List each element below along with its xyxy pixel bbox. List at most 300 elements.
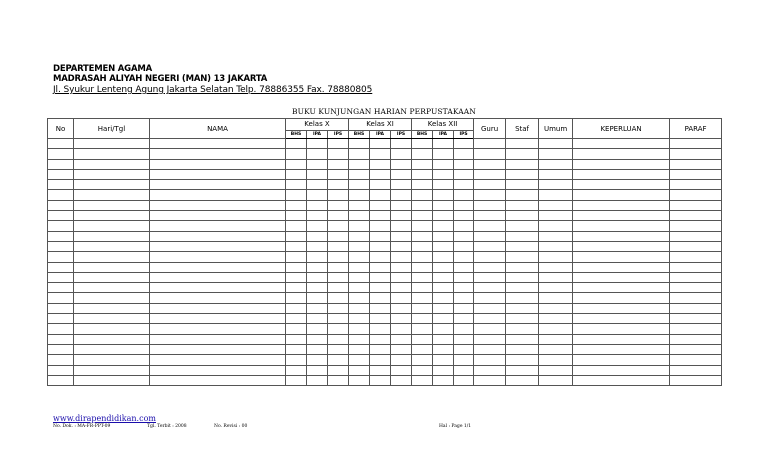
table-cell[interactable] — [474, 221, 506, 231]
table-cell[interactable] — [307, 252, 328, 262]
table-cell[interactable] — [391, 149, 412, 159]
table-cell[interactable] — [670, 314, 722, 324]
table-cell[interactable] — [539, 149, 573, 159]
table-cell[interactable] — [474, 293, 506, 303]
table-cell[interactable] — [433, 293, 454, 303]
table-cell[interactable] — [433, 375, 454, 385]
table-cell[interactable] — [286, 221, 307, 231]
table-cell[interactable] — [539, 262, 573, 272]
table-cell[interactable] — [539, 272, 573, 282]
table-cell[interactable] — [573, 200, 670, 210]
table-cell[interactable] — [506, 355, 539, 365]
table-cell[interactable] — [286, 159, 307, 169]
table-cell[interactable] — [370, 241, 391, 251]
table-cell[interactable] — [433, 231, 454, 241]
table-cell[interactable] — [328, 139, 349, 149]
table-cell[interactable] — [307, 375, 328, 385]
table-cell[interactable] — [474, 231, 506, 241]
table-cell[interactable] — [307, 169, 328, 179]
table-cell[interactable] — [474, 324, 506, 334]
table-cell[interactable] — [454, 303, 474, 313]
table-cell[interactable] — [48, 211, 74, 221]
table-cell[interactable] — [539, 180, 573, 190]
table-cell[interactable] — [412, 375, 433, 385]
table-cell[interactable] — [48, 169, 74, 179]
table-cell[interactable] — [412, 200, 433, 210]
table-cell[interactable] — [307, 241, 328, 251]
table-cell[interactable] — [328, 231, 349, 241]
table-cell[interactable] — [539, 375, 573, 385]
table-cell[interactable] — [412, 221, 433, 231]
table-cell[interactable] — [670, 252, 722, 262]
table-cell[interactable] — [286, 252, 307, 262]
table-cell[interactable] — [506, 344, 539, 354]
table-cell[interactable] — [412, 344, 433, 354]
table-cell[interactable] — [539, 159, 573, 169]
table-cell[interactable] — [391, 231, 412, 241]
table-cell[interactable] — [370, 324, 391, 334]
table-cell[interactable] — [573, 252, 670, 262]
table-cell[interactable] — [150, 283, 286, 293]
table-cell[interactable] — [474, 139, 506, 149]
table-cell[interactable] — [391, 272, 412, 282]
table-cell[interactable] — [74, 231, 150, 241]
table-cell[interactable] — [349, 344, 370, 354]
table-cell[interactable] — [412, 334, 433, 344]
table-cell[interactable] — [328, 169, 349, 179]
table-cell[interactable] — [670, 211, 722, 221]
table-cell[interactable] — [150, 293, 286, 303]
table-cell[interactable] — [454, 211, 474, 221]
table-cell[interactable] — [307, 231, 328, 241]
table-cell[interactable] — [150, 139, 286, 149]
table-cell[interactable] — [454, 262, 474, 272]
table-cell[interactable] — [349, 262, 370, 272]
table-cell[interactable] — [506, 159, 539, 169]
table-cell[interactable] — [506, 314, 539, 324]
table-cell[interactable] — [286, 303, 307, 313]
table-cell[interactable] — [74, 149, 150, 159]
table-cell[interactable] — [670, 180, 722, 190]
table-cell[interactable] — [150, 324, 286, 334]
table-cell[interactable] — [307, 221, 328, 231]
table-cell[interactable] — [328, 375, 349, 385]
table-cell[interactable] — [539, 190, 573, 200]
table-cell[interactable] — [474, 159, 506, 169]
table-cell[interactable] — [391, 139, 412, 149]
table-cell[interactable] — [670, 159, 722, 169]
table-cell[interactable] — [74, 159, 150, 169]
table-cell[interactable] — [349, 149, 370, 159]
table-cell[interactable] — [433, 272, 454, 282]
table-cell[interactable] — [328, 334, 349, 344]
table-cell[interactable] — [454, 190, 474, 200]
table-cell[interactable] — [412, 159, 433, 169]
table-cell[interactable] — [74, 200, 150, 210]
table-cell[interactable] — [454, 272, 474, 282]
table-cell[interactable] — [433, 180, 454, 190]
table-cell[interactable] — [454, 334, 474, 344]
table-cell[interactable] — [150, 180, 286, 190]
table-cell[interactable] — [506, 375, 539, 385]
table-cell[interactable] — [573, 272, 670, 282]
table-cell[interactable] — [349, 190, 370, 200]
table-cell[interactable] — [307, 355, 328, 365]
table-cell[interactable] — [74, 139, 150, 149]
table-cell[interactable] — [454, 149, 474, 159]
table-cell[interactable] — [573, 365, 670, 375]
table-cell[interactable] — [412, 190, 433, 200]
table-cell[interactable] — [370, 200, 391, 210]
table-cell[interactable] — [370, 314, 391, 324]
table-cell[interactable] — [573, 344, 670, 354]
table-cell[interactable] — [48, 159, 74, 169]
table-cell[interactable] — [506, 169, 539, 179]
table-cell[interactable] — [670, 149, 722, 159]
table-cell[interactable] — [670, 139, 722, 149]
table-cell[interactable] — [48, 355, 74, 365]
table-cell[interactable] — [370, 375, 391, 385]
table-cell[interactable] — [433, 365, 454, 375]
table-cell[interactable] — [328, 283, 349, 293]
table-cell[interactable] — [286, 180, 307, 190]
table-cell[interactable] — [74, 365, 150, 375]
table-cell[interactable] — [670, 355, 722, 365]
table-cell[interactable] — [506, 211, 539, 221]
table-cell[interactable] — [670, 169, 722, 179]
table-cell[interactable] — [328, 324, 349, 334]
table-cell[interactable] — [286, 314, 307, 324]
table-cell[interactable] — [506, 252, 539, 262]
table-cell[interactable] — [391, 169, 412, 179]
table-cell[interactable] — [454, 252, 474, 262]
table-cell[interactable] — [474, 241, 506, 251]
table-cell[interactable] — [328, 221, 349, 231]
table-cell[interactable] — [573, 190, 670, 200]
table-cell[interactable] — [670, 293, 722, 303]
table-cell[interactable] — [539, 139, 573, 149]
table-cell[interactable] — [328, 272, 349, 282]
table-cell[interactable] — [433, 241, 454, 251]
table-cell[interactable] — [307, 180, 328, 190]
table-cell[interactable] — [454, 231, 474, 241]
table-cell[interactable] — [670, 344, 722, 354]
table-cell[interactable] — [412, 272, 433, 282]
table-cell[interactable] — [391, 303, 412, 313]
table-cell[interactable] — [670, 200, 722, 210]
table-cell[interactable] — [412, 283, 433, 293]
table-cell[interactable] — [670, 334, 722, 344]
table-cell[interactable] — [74, 324, 150, 334]
table-cell[interactable] — [48, 283, 74, 293]
table-cell[interactable] — [670, 272, 722, 282]
table-cell[interactable] — [454, 355, 474, 365]
table-cell[interactable] — [328, 190, 349, 200]
table-cell[interactable] — [307, 344, 328, 354]
table-cell[interactable] — [328, 303, 349, 313]
table-cell[interactable] — [391, 344, 412, 354]
table-cell[interactable] — [150, 211, 286, 221]
table-cell[interactable] — [412, 324, 433, 334]
table-cell[interactable] — [328, 344, 349, 354]
table-cell[interactable] — [370, 180, 391, 190]
table-cell[interactable] — [412, 262, 433, 272]
table-cell[interactable] — [474, 190, 506, 200]
table-cell[interactable] — [474, 180, 506, 190]
table-cell[interactable] — [74, 303, 150, 313]
website-link[interactable]: www.dirapendidikan.com — [53, 414, 156, 423]
table-cell[interactable] — [370, 303, 391, 313]
table-cell[interactable] — [433, 211, 454, 221]
table-cell[interactable] — [370, 139, 391, 149]
table-cell[interactable] — [48, 293, 74, 303]
table-cell[interactable] — [150, 375, 286, 385]
table-cell[interactable] — [412, 355, 433, 365]
table-cell[interactable] — [74, 334, 150, 344]
table-cell[interactable] — [454, 241, 474, 251]
table-cell[interactable] — [150, 231, 286, 241]
table-cell[interactable] — [539, 355, 573, 365]
table-cell[interactable] — [349, 231, 370, 241]
table-cell[interactable] — [454, 139, 474, 149]
table-cell[interactable] — [349, 221, 370, 231]
table-cell[interactable] — [433, 314, 454, 324]
table-cell[interactable] — [506, 241, 539, 251]
table-cell[interactable] — [573, 262, 670, 272]
table-cell[interactable] — [150, 241, 286, 251]
table-cell[interactable] — [307, 272, 328, 282]
table-cell[interactable] — [328, 293, 349, 303]
table-cell[interactable] — [370, 365, 391, 375]
table-cell[interactable] — [349, 211, 370, 221]
table-cell[interactable] — [539, 314, 573, 324]
table-cell[interactable] — [328, 211, 349, 221]
table-cell[interactable] — [474, 314, 506, 324]
table-cell[interactable] — [150, 314, 286, 324]
table-cell[interactable] — [286, 365, 307, 375]
table-cell[interactable] — [454, 180, 474, 190]
table-cell[interactable] — [370, 159, 391, 169]
table-cell[interactable] — [286, 375, 307, 385]
table-cell[interactable] — [307, 139, 328, 149]
table-cell[interactable] — [433, 303, 454, 313]
table-cell[interactable] — [370, 262, 391, 272]
table-cell[interactable] — [286, 139, 307, 149]
table-cell[interactable] — [349, 139, 370, 149]
table-cell[interactable] — [391, 324, 412, 334]
table-cell[interactable] — [48, 344, 74, 354]
table-cell[interactable] — [454, 200, 474, 210]
table-cell[interactable] — [573, 283, 670, 293]
table-cell[interactable] — [670, 190, 722, 200]
table-cell[interactable] — [48, 324, 74, 334]
table-cell[interactable] — [286, 149, 307, 159]
table-cell[interactable] — [391, 262, 412, 272]
table-cell[interactable] — [539, 200, 573, 210]
table-cell[interactable] — [150, 262, 286, 272]
table-cell[interactable] — [150, 149, 286, 159]
table-cell[interactable] — [286, 334, 307, 344]
table-cell[interactable] — [370, 355, 391, 365]
table-cell[interactable] — [286, 169, 307, 179]
table-cell[interactable] — [74, 169, 150, 179]
table-cell[interactable] — [286, 200, 307, 210]
table-cell[interactable] — [328, 180, 349, 190]
table-cell[interactable] — [391, 293, 412, 303]
table-cell[interactable] — [370, 149, 391, 159]
table-cell[interactable] — [412, 149, 433, 159]
table-cell[interactable] — [286, 283, 307, 293]
table-cell[interactable] — [412, 211, 433, 221]
table-cell[interactable] — [670, 241, 722, 251]
table-cell[interactable] — [74, 293, 150, 303]
table-cell[interactable] — [349, 241, 370, 251]
table-cell[interactable] — [412, 293, 433, 303]
table-cell[interactable] — [307, 262, 328, 272]
table-cell[interactable] — [48, 149, 74, 159]
table-cell[interactable] — [433, 200, 454, 210]
table-cell[interactable] — [370, 344, 391, 354]
table-cell[interactable] — [48, 375, 74, 385]
table-cell[interactable] — [391, 334, 412, 344]
table-cell[interactable] — [412, 241, 433, 251]
table-cell[interactable] — [573, 180, 670, 190]
table-cell[interactable] — [370, 293, 391, 303]
table-cell[interactable] — [48, 180, 74, 190]
table-cell[interactable] — [74, 262, 150, 272]
table-cell[interactable] — [328, 365, 349, 375]
table-cell[interactable] — [573, 303, 670, 313]
table-cell[interactable] — [506, 272, 539, 282]
table-cell[interactable] — [349, 159, 370, 169]
table-cell[interactable] — [307, 200, 328, 210]
table-cell[interactable] — [454, 221, 474, 231]
table-cell[interactable] — [286, 324, 307, 334]
table-cell[interactable] — [328, 314, 349, 324]
table-cell[interactable] — [412, 365, 433, 375]
table-cell[interactable] — [506, 324, 539, 334]
table-cell[interactable] — [286, 190, 307, 200]
table-cell[interactable] — [391, 200, 412, 210]
table-cell[interactable] — [74, 241, 150, 251]
table-cell[interactable] — [573, 241, 670, 251]
table-cell[interactable] — [370, 231, 391, 241]
table-cell[interactable] — [307, 314, 328, 324]
table-cell[interactable] — [539, 241, 573, 251]
table-cell[interactable] — [150, 200, 286, 210]
table-cell[interactable] — [349, 355, 370, 365]
table-cell[interactable] — [349, 314, 370, 324]
table-cell[interactable] — [433, 190, 454, 200]
table-cell[interactable] — [412, 169, 433, 179]
table-cell[interactable] — [539, 324, 573, 334]
table-cell[interactable] — [433, 159, 454, 169]
table-cell[interactable] — [474, 252, 506, 262]
table-cell[interactable] — [412, 180, 433, 190]
table-cell[interactable] — [412, 231, 433, 241]
table-cell[interactable] — [573, 355, 670, 365]
table-cell[interactable] — [454, 344, 474, 354]
table-cell[interactable] — [349, 303, 370, 313]
table-cell[interactable] — [74, 272, 150, 282]
table-cell[interactable] — [670, 221, 722, 231]
table-cell[interactable] — [328, 262, 349, 272]
table-cell[interactable] — [433, 252, 454, 262]
table-cell[interactable] — [370, 169, 391, 179]
table-cell[interactable] — [539, 221, 573, 231]
table-cell[interactable] — [307, 190, 328, 200]
table-cell[interactable] — [506, 221, 539, 231]
table-cell[interactable] — [670, 231, 722, 241]
table-cell[interactable] — [150, 190, 286, 200]
table-cell[interactable] — [454, 314, 474, 324]
table-cell[interactable] — [150, 365, 286, 375]
table-cell[interactable] — [48, 252, 74, 262]
table-cell[interactable] — [433, 334, 454, 344]
table-cell[interactable] — [48, 231, 74, 241]
table-cell[interactable] — [48, 221, 74, 231]
table-cell[interactable] — [433, 149, 454, 159]
table-cell[interactable] — [539, 334, 573, 344]
table-cell[interactable] — [474, 149, 506, 159]
table-cell[interactable] — [670, 262, 722, 272]
table-cell[interactable] — [474, 272, 506, 282]
table-cell[interactable] — [391, 211, 412, 221]
table-cell[interactable] — [474, 262, 506, 272]
table-cell[interactable] — [433, 221, 454, 231]
table-cell[interactable] — [391, 221, 412, 231]
table-cell[interactable] — [506, 200, 539, 210]
table-cell[interactable] — [573, 314, 670, 324]
table-cell[interactable] — [474, 169, 506, 179]
table-cell[interactable] — [506, 365, 539, 375]
table-cell[interactable] — [349, 272, 370, 282]
table-cell[interactable] — [539, 303, 573, 313]
table-cell[interactable] — [307, 293, 328, 303]
table-cell[interactable] — [454, 324, 474, 334]
table-cell[interactable] — [539, 211, 573, 221]
table-cell[interactable] — [454, 169, 474, 179]
table-cell[interactable] — [74, 252, 150, 262]
table-cell[interactable] — [391, 355, 412, 365]
table-cell[interactable] — [573, 221, 670, 231]
table-cell[interactable] — [391, 365, 412, 375]
table-cell[interactable] — [391, 283, 412, 293]
table-cell[interactable] — [307, 211, 328, 221]
table-cell[interactable] — [74, 180, 150, 190]
table-cell[interactable] — [150, 334, 286, 344]
table-cell[interactable] — [573, 169, 670, 179]
table-cell[interactable] — [506, 190, 539, 200]
table-cell[interactable] — [454, 375, 474, 385]
table-cell[interactable] — [474, 200, 506, 210]
table-cell[interactable] — [573, 139, 670, 149]
table-cell[interactable] — [307, 334, 328, 344]
table-cell[interactable] — [48, 272, 74, 282]
table-cell[interactable] — [150, 355, 286, 365]
table-cell[interactable] — [454, 159, 474, 169]
table-cell[interactable] — [349, 252, 370, 262]
table-cell[interactable] — [150, 252, 286, 262]
table-cell[interactable] — [391, 180, 412, 190]
table-cell[interactable] — [573, 149, 670, 159]
table-cell[interactable] — [539, 365, 573, 375]
table-cell[interactable] — [349, 365, 370, 375]
table-cell[interactable] — [670, 324, 722, 334]
table-cell[interactable] — [150, 169, 286, 179]
table-cell[interactable] — [433, 169, 454, 179]
table-cell[interactable] — [506, 283, 539, 293]
